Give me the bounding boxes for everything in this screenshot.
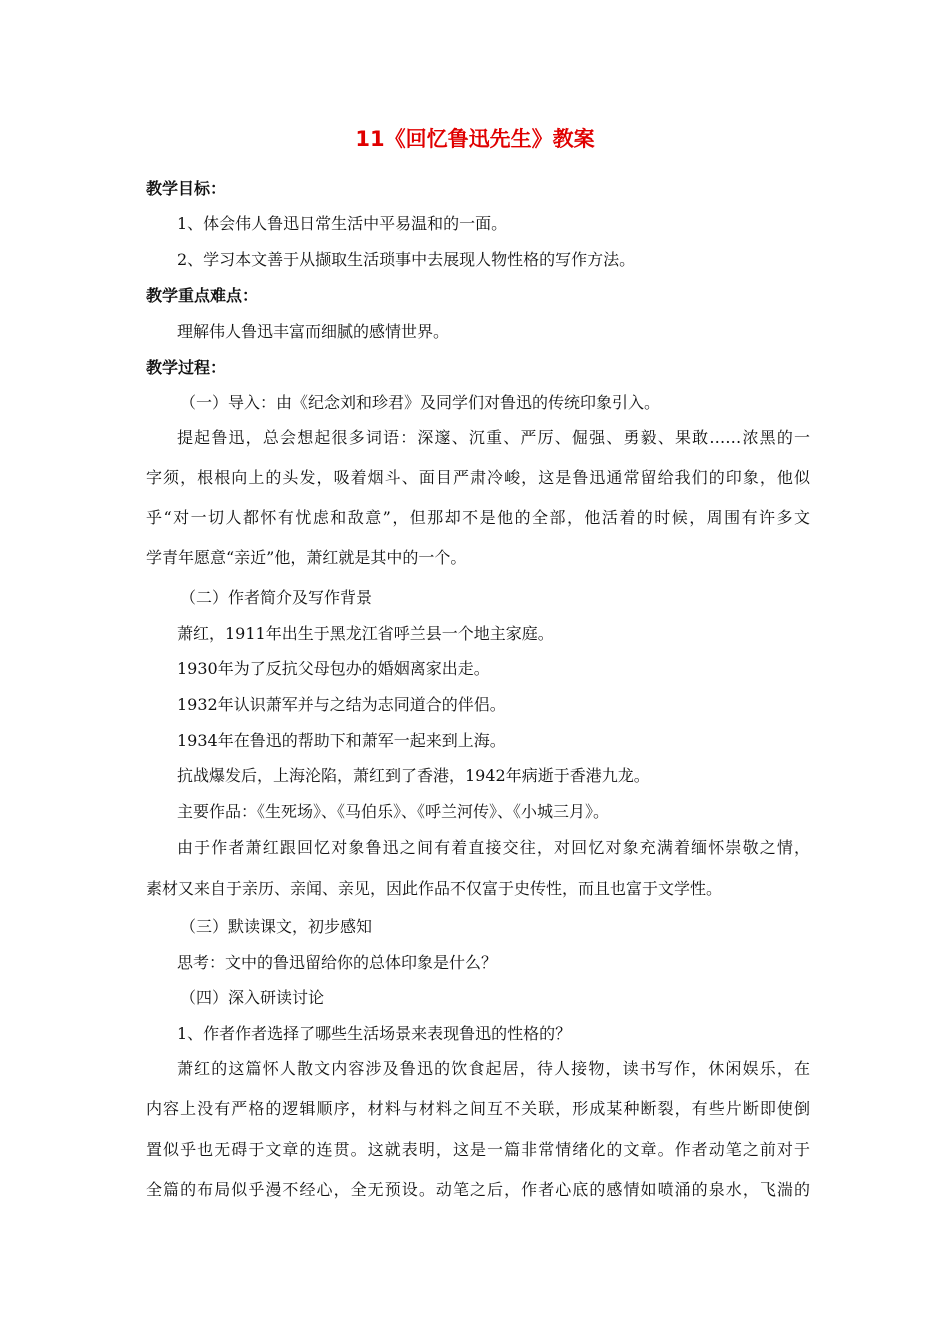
- reading-question: 思考：文中的鲁迅留给你的总体印象是什么？: [177, 953, 498, 972]
- author-paragraph-line: 由于作者萧红跟回忆对象鲁迅之间有着直接交往，对回忆对象充满着缅怀崇敬之情，: [177, 838, 810, 857]
- process-heading: 教学过程：: [146, 358, 227, 377]
- intro-section-title: （一）导入：由《纪念刘和珍君》及同学们对鲁迅的传统印象引入。: [180, 393, 661, 412]
- intro-paragraph-line: 字须，根根向上的头发，吸着烟斗、面目严肃冷峻，这是鲁迅通常留给我们的印象，他似: [146, 468, 810, 487]
- author-fact-1: 萧红，1911年出生于黑龙江省呼兰县一个地主家庭。: [177, 624, 554, 643]
- author-fact-5: 抗战爆发后，上海沦陷，萧红到了香港，1942年病逝于香港九龙。: [177, 766, 650, 785]
- document-title: 11《回忆鲁迅先生》教案: [355, 127, 595, 151]
- key-points-heading: 教学重点难点：: [146, 286, 259, 305]
- study-section-title: （四）深入研读讨论: [180, 988, 325, 1007]
- goals-heading: 教学目标：: [146, 179, 227, 198]
- key-points-text: 理解伟人鲁迅丰富而细腻的感情世界。: [177, 322, 450, 341]
- study-question-1: 1、作者作者选择了哪些生活场景来表现鲁迅的性格的？: [177, 1024, 572, 1043]
- author-fact-2: 1930年为了反抗父母包办的婚姻离家出走。: [177, 659, 490, 678]
- reading-section-title: （三）默读课文，初步感知: [180, 917, 373, 936]
- author-section-title: （二）作者简介及写作背景: [180, 588, 373, 607]
- study-paragraph-line: 内容上没有严格的逻辑顺序，材料与材料之间互不关联，形成某种断裂，有些片断即使倒: [146, 1099, 810, 1118]
- intro-paragraph-line: 提起鲁迅，总会想起很多词语：深邃、沉重、严厉、倔强、勇毅、果敢……浓黑的一: [177, 428, 810, 447]
- study-paragraph-line: 置似乎也无碍于文章的连贯。这就表明，这是一篇非常情绪化的文章。作者动笔之前对于: [146, 1140, 810, 1159]
- author-works: 主要作品：《生死场》、《马伯乐》、《呼兰河传》、《小城三月》。: [177, 802, 610, 821]
- author-fact-3: 1932年认识萧军并与之结为志同道合的伴侣。: [177, 695, 506, 714]
- author-fact-4: 1934年在鲁迅的帮助下和萧军一起来到上海。: [177, 731, 506, 750]
- author-paragraph-line: 素材又来自于亲历、亲闻、亲见，因此作品不仅富于史传性，而且也富于文学性。: [146, 879, 723, 898]
- study-paragraph-line: 萧红的这篇怀人散文内容涉及鲁迅的饮食起居，待人接物，读书写作，休闲娱乐，在: [177, 1059, 810, 1078]
- intro-paragraph-line: 学青年愿意“亲近”他，萧红就是其中的一个。: [146, 548, 467, 567]
- goal-item-2: 2、学习本文善于从撷取生活琐事中去展现人物性格的写作方法。: [177, 250, 636, 269]
- intro-paragraph-line: 乎“对一切人都怀有忧虑和敌意”，但那却不是他的全部，他活着的时候，周围有许多文: [146, 508, 810, 527]
- goal-item-1: 1、体会伟人鲁迅日常生活中平易温和的一面。: [177, 214, 508, 233]
- study-paragraph-line: 全篇的布局似乎漫不经心，全无预设。动笔之后，作者心底的感情如喷涌的泉水，飞湍的: [146, 1180, 810, 1199]
